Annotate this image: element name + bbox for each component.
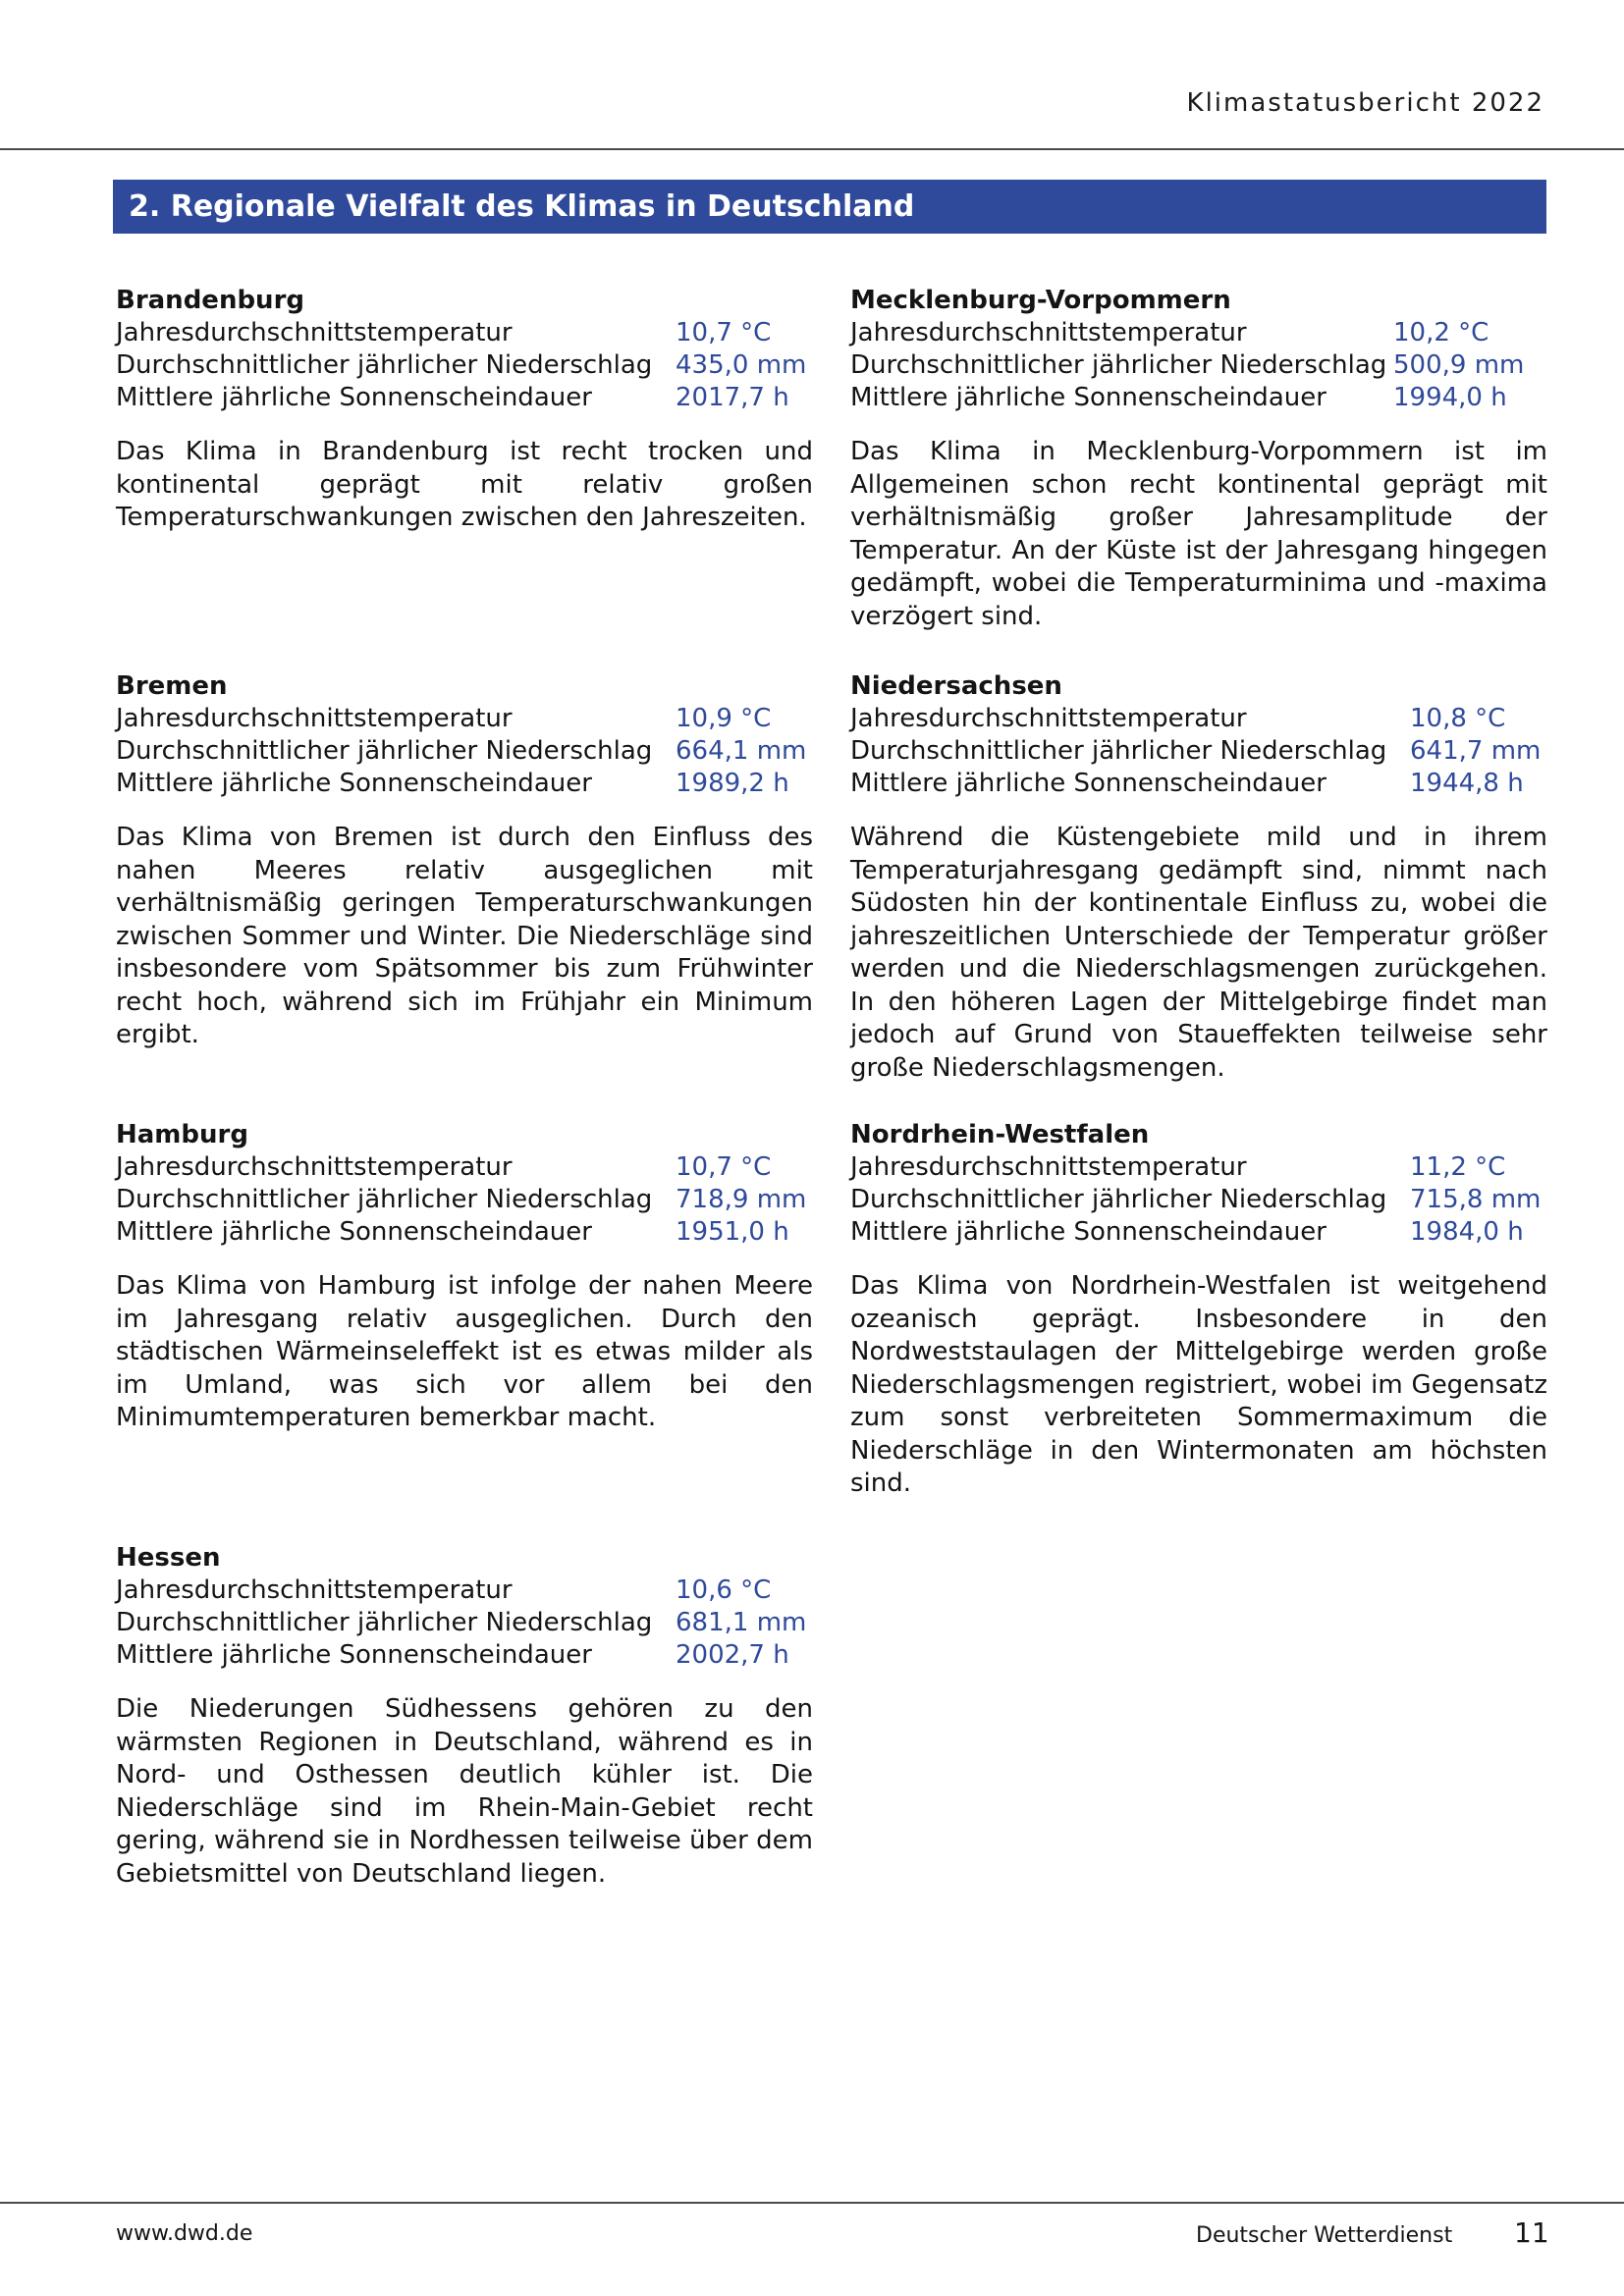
stat-label: Jahresdurchschnittstemperatur <box>116 1152 513 1182</box>
stat-label: Durchschnittlicher jährlicher Niederschlag <box>116 736 653 766</box>
stat-row-precipitation <box>850 735 1547 768</box>
region-name: Niedersachsen <box>850 671 1062 701</box>
stat-value: 1994,0 h <box>1393 383 1507 412</box>
stat-value: 664,1 mm <box>676 736 807 766</box>
stat-row-temperature <box>850 703 1547 735</box>
stat-row-sunshine <box>116 1639 813 1672</box>
region-name: Hessen <box>116 1543 221 1573</box>
region-description: Das Klima von Hamburg ist infolge der nahen Meere im Jahresgang relativ ausgeglichen. Durch den städtischen Wärmeinseleffekt ist es etwas milder als im Umland, was sich vor allem bei den Minimumtemperaturen bemerkbar macht. <box>116 1271 813 1432</box>
stat-row-sunshine <box>850 382 1547 414</box>
region-brandenburg <box>116 284 813 535</box>
region-name: Hamburg <box>116 1120 248 1149</box>
region-niedersachsen <box>850 669 1547 1085</box>
stat-value: 1951,0 h <box>676 1217 789 1247</box>
stat-label: Jahresdurchschnittstemperatur <box>850 704 1247 733</box>
stat-label: Durchschnittlicher jährlicher Niederschlag <box>850 736 1387 766</box>
stat-label: Durchschnittlicher jährlicher Niederschlag <box>116 1608 653 1637</box>
stat-label: Jahresdurchschnittstemperatur <box>850 1152 1247 1182</box>
stat-row-precipitation <box>116 735 813 768</box>
stat-row-precipitation <box>116 1607 813 1639</box>
stat-row-precipitation <box>850 349 1547 382</box>
document-header-title: Klimastatusbericht 2022 <box>1186 88 1544 118</box>
stat-value: 11,2 °C <box>1410 1152 1506 1182</box>
stat-row-precipitation <box>116 1184 813 1216</box>
stat-row-temperature <box>116 703 813 735</box>
stat-label: Jahresdurchschnittstemperatur <box>116 1575 513 1605</box>
stat-value: 2002,7 h <box>676 1640 789 1670</box>
stat-value: 10,7 °C <box>676 318 772 347</box>
stat-value: 500,9 mm <box>1393 350 1525 380</box>
footer-website-link[interactable]: www.dwd.de <box>116 2221 253 2246</box>
stat-row-temperature <box>116 1151 813 1184</box>
region-nordrhein-westfalen <box>850 1118 1547 1501</box>
stat-label: Mittlere jährliche Sonnenscheindauer <box>116 383 592 412</box>
stat-value: 2017,7 h <box>676 383 789 412</box>
stat-label: Jahresdurchschnittstemperatur <box>850 318 1247 347</box>
section-title: 2. Regionale Vielfalt des Klimas in Deutschland <box>113 180 1546 234</box>
stat-row-sunshine <box>116 1216 813 1249</box>
stat-label: Mittlere jährliche Sonnenscheindauer <box>850 383 1326 412</box>
stat-row-sunshine <box>850 768 1547 800</box>
region-hessen <box>116 1541 813 1891</box>
stat-label: Durchschnittlicher jährlicher Niederschlag <box>116 350 653 380</box>
stat-value: 1944,8 h <box>1410 769 1524 798</box>
region-hamburg <box>116 1118 813 1435</box>
region-bremen <box>116 669 813 1052</box>
region-name: Bremen <box>116 671 228 701</box>
region-description: Die Niederungen Südhessens gehören zu den wärmsten Regionen in Deutschland, während es in Nord- und Osthessen deutlich kühler ist. Die Niederschläge sind im Rhein-Main-Gebiet recht gering, während sie in Nordhessen teilweise über dem Gebietsmittel von Deutschland liegen. <box>116 1694 813 1889</box>
stat-label: Mittlere jährliche Sonnenscheindauer <box>850 769 1326 798</box>
stat-row-temperature <box>116 317 813 349</box>
stat-row-temperature <box>850 1151 1547 1184</box>
stat-row-precipitation <box>850 1184 1547 1216</box>
stat-label: Mittlere jährliche Sonnenscheindauer <box>116 769 592 798</box>
region-name: Mecklenburg-Vorpommern <box>850 286 1231 315</box>
stat-row-temperature <box>116 1575 813 1607</box>
stat-value: 715,8 mm <box>1410 1185 1542 1214</box>
region-description: Das Klima von Bremen ist durch den Einfluss des nahen Meeres relativ ausgeglichen mit verhältnismäßig geringen Temperaturschwankungen zwischen Sommer und Winter. Die Niederschläge sind insbesondere vom Spätsommer bis zum Frühwinter recht hoch, während sich im Frühjahr ein Minimum ergibt. <box>116 823 813 1049</box>
footer-publisher: Deutscher Wetterdienst <box>1196 2223 1453 2248</box>
stat-label: Mittlere jährliche Sonnenscheindauer <box>116 1217 592 1247</box>
stat-value: 10,7 °C <box>676 1152 772 1182</box>
stat-value: 1984,0 h <box>1410 1217 1524 1247</box>
region-description: Während die Küstengebiete mild und in ihrem Temperaturjahresgang gedämpft sind, nimmt nach Südosten hin der kontinentale Einfluss zu, wobei die jahreszeitlichen Unterschiede der Temperatur größer werden und die Niederschlagsmengen zurückgehen. In den höheren Lagen der Mittelgebirge findet man jedoch auf Grund von Staueffekten teilweise sehr große Niederschlagsmengen. <box>850 823 1547 1083</box>
stat-value: 435,0 mm <box>676 350 807 380</box>
stat-row-sunshine <box>116 768 813 800</box>
stat-label: Mittlere jährliche Sonnenscheindauer <box>116 1640 592 1670</box>
region-name: Brandenburg <box>116 286 305 315</box>
stat-value: 1989,2 h <box>676 769 789 798</box>
region-description: Das Klima in Mecklenburg-Vorpommern ist im Allgemeinen schon recht kontinental geprägt mit verhältnismäßig großer Jahresamplitude der Temperatur. An der Küste ist der Jahresgang hingegen gedämpft, wobei die Temperaturminima und -maxima verzögert sind. <box>850 437 1547 631</box>
stat-row-sunshine <box>116 382 813 414</box>
stat-value: 681,1 mm <box>676 1608 807 1637</box>
stat-value: 641,7 mm <box>1410 736 1542 766</box>
stat-value: 718,9 mm <box>676 1185 807 1214</box>
stat-label: Mittlere jährliche Sonnenscheindauer <box>850 1217 1326 1247</box>
region-description: Das Klima in Brandenburg ist recht trocken und kontinental geprägt mit relativ großen Temperaturschwankungen zwischen den Jahreszeiten. <box>116 437 813 532</box>
stat-value: 10,9 °C <box>676 704 772 733</box>
footer-divider <box>0 2202 1624 2204</box>
stat-label: Durchschnittlicher jährlicher Niederschlag <box>116 1185 653 1214</box>
page-number: 11 <box>1514 2216 1549 2249</box>
region-description: Das Klima von Nordrhein-Westfalen ist weitgehend ozeanisch geprägt. Insbesondere in den Nordweststaulagen der Mittelgebirge werden große Niederschlagsmengen registriert, wobei im Gegensatz zum sonst verbreiteten Sommermaximum die Niederschläge in den Wintermonaten am höchsten sind. <box>850 1271 1547 1498</box>
stat-row-temperature <box>850 317 1547 349</box>
stat-value: 10,8 °C <box>1410 704 1506 733</box>
region-mecklenburg-vorpommern <box>850 284 1547 633</box>
stat-row-sunshine <box>850 1216 1547 1249</box>
stat-label: Jahresdurchschnittstemperatur <box>116 318 513 347</box>
header-divider <box>0 148 1624 150</box>
stat-label: Durchschnittlicher jährlicher Niederschlag <box>850 1185 1387 1214</box>
stat-label: Jahresdurchschnittstemperatur <box>116 704 513 733</box>
stat-value: 10,6 °C <box>676 1575 772 1605</box>
region-name: Nordrhein-Westfalen <box>850 1120 1150 1149</box>
stat-label: Durchschnittlicher jährlicher Niederschlag <box>850 350 1387 380</box>
stat-value: 10,2 °C <box>1393 318 1489 347</box>
stat-row-precipitation <box>116 349 813 382</box>
